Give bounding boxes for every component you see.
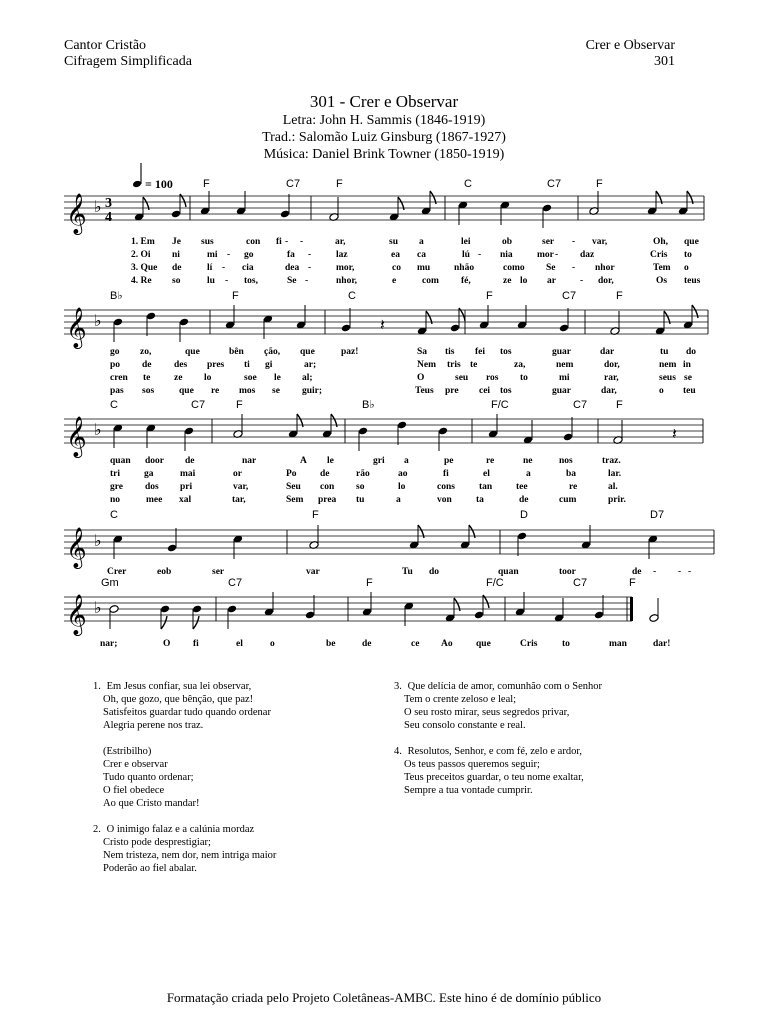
lyric-syllable: se [272,386,280,396]
lyric-syllable: Tem [653,263,671,273]
lyric-syllable: Se [287,276,297,286]
lyric-syllable: prir. [608,495,626,505]
header-hymn-name: Crer e Observar [585,38,675,53]
lyric-syllable: lí [207,263,213,273]
lyric-syllable: prea [318,495,337,505]
chord-symbol: C7 [286,178,301,190]
stanza-line: Sempre a tua vontade cumprir. [404,785,533,796]
lyric-syllable: lo [398,482,406,492]
lyric-syllable: var [306,567,320,577]
lyric-syllable: - [222,263,226,273]
lyric-syllable: cia [242,263,254,273]
time-signature-bottom: 4 [105,210,112,225]
lyric-syllable: re [211,386,220,396]
stanza-number: 3. [394,681,402,692]
chord-symbol: F [616,399,623,411]
stanzas-right-column [394,680,674,810]
header-book-subtitle: Cifragem Simplificada [64,54,192,69]
lyric-syllable: dar [600,347,615,357]
lyric-syllable: teus [684,276,701,286]
lyric-syllable: dor, [598,276,614,286]
lyric-syllable: ta [476,495,484,505]
lyric-syllable: - [478,250,482,260]
lyric-syllable: quan [498,567,519,577]
lyric-syllable: Crer [107,567,127,577]
chord-symbol: C7 [547,178,562,190]
lyric-syllable: tis [445,347,455,357]
lyric-syllable: Po [286,469,297,479]
lyric-syllable: ção, [264,347,281,357]
lyric-syllable: cons [437,482,455,492]
lyric-syllable: or [233,469,242,479]
lyric-syllable: po [110,360,121,370]
tempo-marking: = 100 [145,177,173,191]
lyric-syllable: a [526,469,531,479]
lyric-syllable: o [659,386,664,396]
lyric-syllable: soe [244,373,257,383]
lyric-syllable: - [678,567,682,577]
chord-symbol: D7 [650,509,665,521]
lyric-syllable: dar! [653,639,671,649]
lyric-syllable: ti [244,360,250,370]
music-credit: Música: Daniel Brink Towner (1850-1919) [263,147,505,162]
stanza-line: Tem o crente zeloso e leal; [404,694,517,705]
chord-symbol: D [520,509,528,521]
lyric-syllable: ar; [304,360,317,370]
lyric-syllable: ze [174,373,183,383]
lyric-syllable: tu [660,347,669,357]
lyric-syllable: Tu [402,567,413,577]
lyric-syllable: O [163,639,171,649]
lyric-syllable: de [172,263,182,273]
lyric-syllable: o [684,263,689,273]
lyric-syllable: seus [659,373,676,383]
lyric-syllable: toor [559,567,576,577]
lyric-syllable: dos [145,482,159,492]
chord-symbol: C [464,178,472,190]
chord-symbol: C [110,399,118,411]
chord-symbol: F [629,577,636,589]
lyric-syllable: de [142,360,152,370]
stanza-line: Ao que Cristo mandar! [103,798,200,809]
lyric-syllable: le [274,373,281,383]
lyric-syllable: tos [500,347,512,357]
lyric-syllable: ea [391,250,400,260]
lyric-syllable: ne [523,456,533,466]
lyric-syllable: lei [461,237,471,247]
lyric-syllable: tar, [232,495,246,505]
note-flag [161,616,167,629]
stanza-number: 4. [394,746,402,757]
chord-symbol: F [486,290,493,302]
lyric-syllable: daz [580,250,595,260]
treble-clef: 𝄞 [66,194,87,234]
lyric-syllable: tri [110,469,121,479]
header-book-title: Cantor Cristão [64,38,147,53]
stanza-number: 1. [93,681,101,692]
lyric-syllable: 1. Em [131,237,155,247]
quarter-rest: 𝄽 [672,424,677,443]
note-flag [193,616,199,629]
stanza-line: Alegria perene nos traz. [103,720,204,731]
lyric-syllable: bên [229,347,244,357]
lyric-syllable: - [308,250,312,260]
chord-symbol: C7 [191,399,206,411]
lyric-syllable: ni [172,250,180,260]
lyric-syllable: de [632,567,642,577]
lyric-syllable: sos [142,386,155,396]
lyric-syllable: Sa [417,347,428,357]
stanza-line: Oh, que gozo, que bênção, que paz! [103,694,254,705]
lyric-syllable: e [392,276,397,286]
chord-symbol: F [236,399,243,411]
lyric-syllable: gri [373,456,385,466]
time-signature-top: 3 [105,196,112,211]
lyric-syllable: Cris [650,250,668,260]
lyric-syllable: al. [608,482,618,492]
lyric-syllable: so [356,482,365,492]
lyric-syllable: tan [479,482,493,492]
lyric-syllable: que [476,639,491,649]
stanza-line: Poderão ao fiel abalar. [103,863,197,874]
lyric-syllable: guar [552,386,571,396]
lyric-syllable: lu [207,276,215,286]
stanza-line: 2. O inimigo falaz e a calúnia mordaz [93,824,255,835]
stanza-line: O fiel obedece [103,785,165,796]
lyric-syllable: - [653,567,657,577]
hymn-title: 301 - Crer e Observar [309,92,459,111]
lyric-syllable: - [580,276,584,286]
key-signature-flat: ♭ [94,598,102,617]
lyric-syllable: de [519,495,529,505]
lyric-syllable: - [572,237,576,247]
lyric-syllable: dor, [604,360,620,370]
stanza-line: Teus preceitos guardar, o teu nome exaltar, [404,772,584,783]
lyric-syllable: que [179,386,194,396]
chord-symbol: F [336,178,343,190]
lyrics-credit: Letra: John H. Sammis (1846-1919) [282,113,486,128]
lyric-syllable: ser [212,567,225,577]
chord-symbol: F/C [486,577,504,589]
lyric-syllable: - [225,276,229,286]
key-signature-flat: ♭ [94,531,102,550]
header-hymn-number: 301 [654,54,675,69]
lyric-syllable: ser [542,237,555,247]
lyric-syllable: el [236,639,243,649]
lyric-syllable: zo, [140,347,152,357]
chord-symbol: F [616,290,623,302]
chord-symbol: F [366,577,373,589]
stanza-line: Cristo pode desprestigiar; [103,837,211,848]
chord-symbol: C7 [228,577,243,589]
lyric-syllable: tos [500,386,512,396]
lyric-syllable: nia [500,250,513,260]
chord-symbol: F [203,178,210,190]
lyric-syllable: fi [443,469,449,479]
lyric-syllable: de [320,469,330,479]
lyric-syllable: go [244,250,254,260]
lyric-syllable: pre [445,386,459,396]
lyric-syllable: do [429,567,440,577]
lyric-syllable: to [562,639,570,649]
lyric-syllable: pri [180,482,193,492]
lyric-syllable: traz. [602,456,621,466]
lyric-syllable: ob [502,237,513,247]
lyric-syllable: rão [356,469,370,479]
chord-symbol: B♭ [362,399,375,411]
lyric-syllable: so [172,276,181,286]
lyric-syllable: var, [233,482,249,492]
lyric-syllable: to [520,373,528,383]
lyric-syllable: in [683,360,691,370]
lyric-syllable: gi [265,360,273,370]
chord-symbol: Gm [101,577,119,589]
stanza [93,823,373,875]
lyric-syllable: ba [566,469,577,479]
stanza-line: O seu rosto mirar, seus segredos privar, [404,707,570,718]
lyric-syllable: von [437,495,452,505]
lyric-syllable: que [684,237,699,247]
lyric-syllable: seu [455,373,469,383]
lyric-syllable: pres [207,360,225,370]
lyric-syllable: nhão [454,263,475,273]
lyric-syllable: de [362,639,372,649]
lyric-syllable: to [684,250,692,260]
lyric-syllable: guir; [302,386,323,396]
lyric-syllable: ros [486,373,499,383]
treble-clef: 𝄞 [66,595,87,635]
lyric-syllable: dea [285,263,300,273]
lyric-syllable: como [503,263,525,273]
stanza-line: 4. Resolutos, Senhor, e com fé, zelo e ardor, [394,746,583,757]
lyric-syllable: quan [110,456,131,466]
stanza [394,680,674,732]
lyric-syllable: nhor, [336,276,358,286]
lyric-syllable: dar, [601,386,617,396]
stanza-line: Tudo quanto ordenar; [103,772,194,783]
lyric-syllable: Se [546,263,556,273]
key-signature-flat: ♭ [94,311,102,330]
treble-clef: 𝄞 [66,417,87,457]
lyric-syllable: Cris [520,639,538,649]
stanza-line: Crer e observar [103,759,168,770]
lyric-syllable: paz! [341,347,359,357]
lyric-syllable: nos [559,456,573,466]
lyric-syllable: fi [193,639,199,649]
chord-symbol: B♭ [110,290,123,302]
lyric-syllable: mai [180,469,196,479]
stanza-line: 1. Em Jesus confiar, sua lei observar, [93,681,252,692]
lyric-syllable: mee [146,495,163,505]
lyric-syllable: le [327,456,334,466]
lyric-syllable: - [555,250,559,260]
lyric-syllable: Nem [417,360,436,370]
lyric-syllable: cum [559,495,577,505]
lyric-syllable: te [143,373,151,383]
lyric-syllable: mor, [336,263,355,273]
lyric-syllable: ca [417,250,426,260]
stanza-line: Nem tristeza, nem dor, nem intriga maior [103,850,277,861]
stanza-line: 3. Que delícia de amor, comunhão com o Senhor [394,681,602,692]
lyric-syllable: fé, [461,276,471,286]
lyric-syllable: - [305,276,309,286]
stanza [394,745,674,797]
chord-symbol: C [110,509,118,521]
lyric-syllable: pe [444,456,454,466]
stanza [93,745,373,810]
lyric-syllable: re [486,456,495,466]
lyric-syllable: nem [659,360,677,370]
lyric-syllable: fa [287,250,295,260]
stanza-number: 2. [93,824,101,835]
chord-symbol: F [312,509,319,521]
stanza [93,680,373,732]
lyric-syllable: Je [172,237,181,247]
stanza-line: Satisfeitos guardar tudo quando ordenar [103,707,271,718]
lyric-syllable: door [145,456,164,466]
lyric-syllable: tos, [244,276,258,286]
lyric-syllable: za, [514,360,526,370]
lyric-syllable: al; [302,373,313,383]
lyric-syllable: ar, [335,237,346,247]
lyric-syllable: mos [239,386,256,396]
lyric-syllable: fei [475,347,486,357]
lyric-syllable: nar [242,456,257,466]
lyric-syllable: mi [207,250,218,260]
lyric-syllable: tu [356,495,365,505]
quarter-rest: 𝄽 [380,315,385,334]
lyric-syllable: xal [179,495,192,505]
lyric-syllable: con [246,237,261,247]
lyric-syllable: 4. Re [131,276,152,286]
lyric-syllable: gre [110,482,124,492]
lyric-syllable: a [396,495,401,505]
lyric-syllable: var, [592,237,608,247]
chord-symbol: C7 [573,399,588,411]
lyric-syllable: cei [479,386,491,396]
lyric-syllable: su [389,237,398,247]
lyric-syllable: mi [559,373,570,383]
lyric-syllable: nhor [595,263,615,273]
lyric-syllable: - [285,237,289,247]
lyric-syllable: Teus [415,386,434,396]
chord-symbol: C7 [573,577,588,589]
chord-symbol: F/C [491,399,509,411]
lyric-syllable: de [185,456,195,466]
lyric-syllable: guar [552,347,571,357]
lyric-syllable: lar. [608,469,622,479]
lyric-syllable: mu [417,263,431,273]
lyric-syllable: ar [547,276,556,286]
lyric-syllable: be [326,639,336,649]
lyric-syllable: teu [683,386,696,396]
lyric-syllable: fi [276,237,282,247]
lyric-syllable: man [609,639,627,649]
lyric-syllable: te [470,360,478,370]
lyric-syllable: que [185,347,200,357]
lyric-syllable: go [110,347,120,357]
lyric-syllable: ze [503,276,512,286]
translation-credit: Trad.: Salomão Luiz Ginsburg (1867-1927) [262,130,506,145]
lyric-syllable: se [684,373,692,383]
lyric-syllable: con [320,482,335,492]
lyric-syllable: - [227,250,231,260]
stanzas-left-column [93,680,373,888]
lyric-syllable: do [686,347,697,357]
lyric-syllable: laz [336,250,348,260]
stanza-line: Os teus passos queremos seguir; [404,759,540,770]
chord-symbol: C [348,290,356,302]
lyric-syllable: mor [537,250,554,260]
lyric-syllable: des [174,360,188,370]
treble-clef: 𝄞 [66,528,87,568]
lyric-syllable: lo [204,373,212,383]
final-barline-thick [630,597,633,621]
lyric-syllable: - [308,263,312,273]
lyric-syllable: Ao [441,639,453,649]
chord-symbol: F [232,290,239,302]
lyric-syllable: co [392,263,401,273]
lyric-syllable: a [404,456,409,466]
lyric-syllable: com [422,276,439,286]
lyric-syllable: no [110,495,121,505]
lyric-syllable: sus [201,237,214,247]
stanza-line: (Estribilho) [103,746,152,757]
footer-note: Formatação criada pelo Projeto Coletâneas-AMBC. Este hino é de domínio público [166,990,602,1005]
lyric-syllable: 2. Oi [131,250,151,260]
lyric-syllable: rar, [604,373,619,383]
lyric-syllable: eob [157,567,172,577]
lyric-syllable: A [300,456,307,466]
lyric-syllable: ce [411,639,420,649]
lyric-syllable: o [270,639,275,649]
lyric-syllable: nem [556,360,574,370]
chord-symbol: C7 [562,290,577,302]
stanza-line: Seu consolo constante e real. [404,720,526,731]
lyric-syllable: lo [520,276,528,286]
lyric-syllable: nar; [100,639,118,649]
lyric-syllable: tris [447,360,461,370]
lyric-syllable: re [569,482,578,492]
lyric-syllable: ao [398,469,408,479]
lyric-syllable: pas [110,386,124,396]
lyric-syllable: Oh, [653,237,669,247]
lyric-syllable: 3. Que [131,263,158,273]
lyric-syllable: Seu [286,482,301,492]
treble-clef: 𝄞 [66,308,87,348]
lyric-syllable: O [417,373,425,383]
lyric-syllable: ga [144,469,154,479]
key-signature-flat: ♭ [94,420,102,439]
lyric-syllable: - [300,237,304,247]
lyric-syllable: lú [462,250,470,260]
lyric-syllable: el [483,469,490,479]
chord-symbol: F [596,178,603,190]
lyric-syllable: cren [110,373,128,383]
lyric-syllable: tee [516,482,528,492]
key-signature-flat: ♭ [94,197,102,216]
lyric-syllable: - [688,567,692,577]
lyric-syllable: que [300,347,315,357]
lyric-syllable: a [419,237,424,247]
lyric-syllable: Sem [286,495,304,505]
lyric-syllable: Os [656,276,668,286]
lyric-syllable: - [572,263,576,273]
